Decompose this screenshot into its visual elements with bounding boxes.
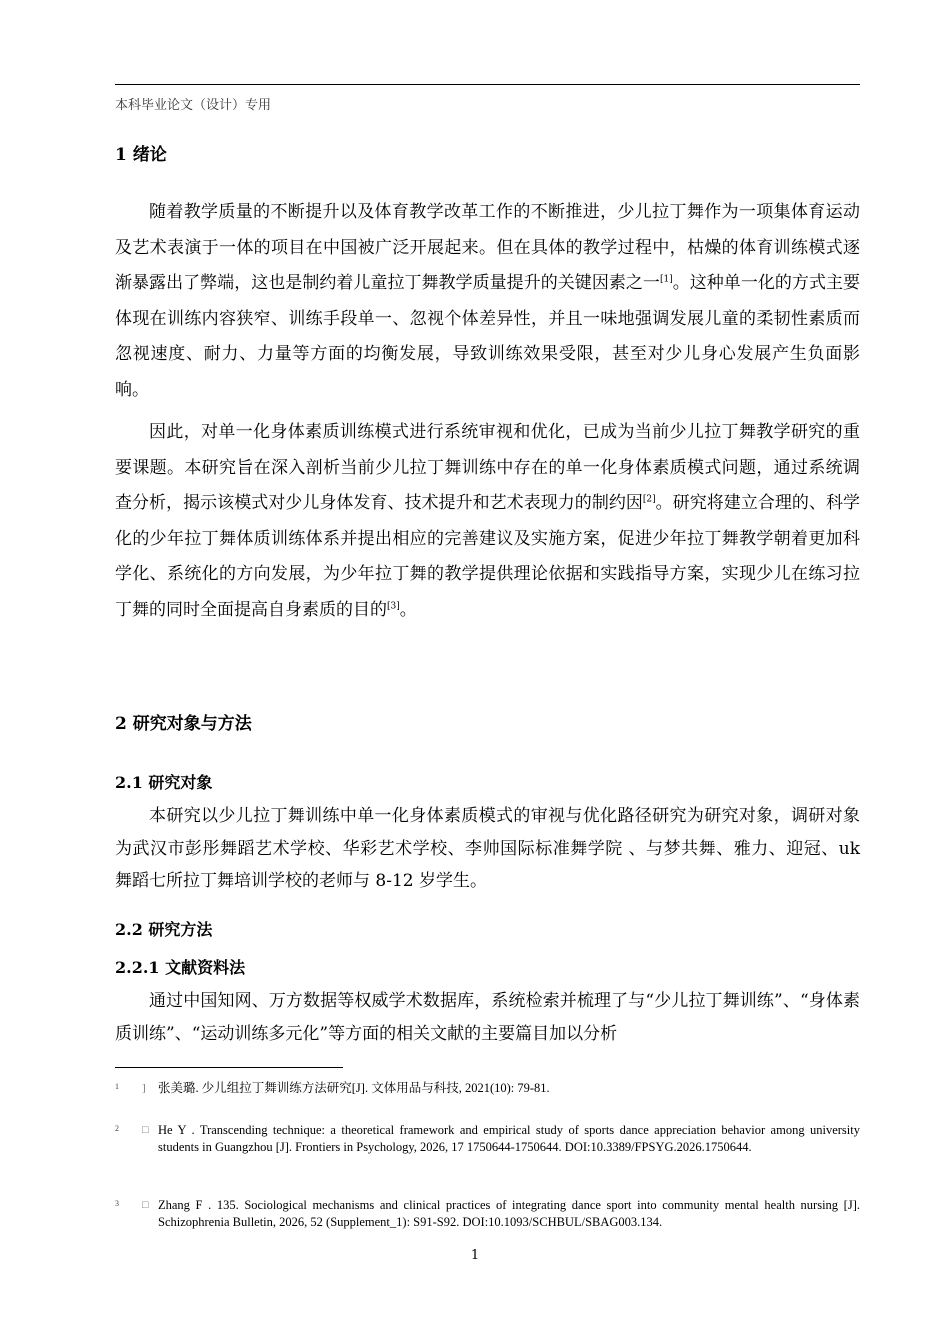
section-2-2-1-heading: 2.2.1 文献资料法 [115, 958, 246, 977]
footnote-text: Zhang F . 135. Sociological mechanisms and clinical practices of integrating dance sport into community mental health nursing [J]. Schizophrenia Bulletin, 2026, 52 (Supplement_1): S91-S92. DOI:10.1093/SCHBUL/SBAG003.134. [158, 1198, 860, 1229]
intro-p1-text-b: 。这种单一化的方式主要体现在训练内容狭窄、训练手段单一、忽视个体差异性，并且一味地强调发展儿童的柔韧性素质而忽视速度、耐力、力量等方面的均衡发展，导致训练效果受限，甚至对少儿身心发展产生负面影响。 [115, 273, 861, 400]
running-header: 本科毕业论文（设计）专用 [115, 98, 272, 113]
footnote-1 [115, 1080, 860, 1097]
page-number: 1 [470, 1248, 480, 1263]
footnote-mark: ] [142, 1082, 146, 1094]
footnote-3 [115, 1197, 860, 1231]
footnote-number: 2 [115, 1124, 119, 1133]
literature-method-paragraph: 通过中国知网、万方数据等权威学术数据库，系统检索并梳理了与“少儿拉丁舞训练”、“身体素质训练”、“运动训练多元化”等方面的相关文献的主要篇目加以分析 [115, 991, 860, 1044]
footnote-separator [115, 1067, 343, 1068]
section-2-2-heading: 2.2 研究方法 [115, 920, 213, 939]
section-2-heading: 2 研究对象与方法 [115, 714, 252, 734]
footnote-number: 3 [115, 1199, 119, 1208]
footnote-mark: □ [142, 1199, 149, 1211]
footnote-text: He Y . Transcending technique: a theoretical framework and empirical study of sports dance appreciation behavior among university students in Guangzhou [J]. Frontiers in Psychology, 2026, 17 1750644-1750644. DOI:10.3389/FPSYG.2026.1750644. [158, 1123, 860, 1154]
intro-p2-text-a: 因此，对单一化身体素质训练模式进行系统审视和优化，已成为当前少儿拉丁舞教学研究的重要课题。本研究旨在深入剖析当前少儿拉丁舞训练中存在的单一化身体素质模式问题，通过系统调查分析，揭示该模式对少儿身体发育、技术提升和艺术表现力的制约因 [115, 422, 860, 514]
footnote-number: 1 [115, 1082, 119, 1091]
header-rule [115, 84, 860, 85]
footnote-mark: □ [142, 1124, 149, 1136]
section-2-1-heading: 2.1 研究对象 [115, 773, 213, 792]
intro-paragraph-1 [115, 195, 860, 409]
section-1-heading: 1 绪论 [115, 145, 167, 165]
intro-paragraph-2 [115, 415, 860, 629]
intro-p2-text-b: 。研究将建立合理的、科学化的少年拉丁舞体质训练体系并提出相应的完善建议及实施方案，促进少年拉丁舞教学朝着更加科学化、系统化的方向发展，为少年拉丁舞的教学提供理论依据和实践指导方案，实现少儿在练习拉丁舞的同时全面提高自身素质的目的 [115, 493, 861, 620]
research-object-paragraph: 本研究以少儿拉丁舞训练中单一化身体素质模式的审视与优化路径研究为研究对象，调研对象为武汉市彭彤舞蹈艺术学校、华彩艺术学校、李帅国际标准舞学院 、与梦共舞、雅力、迎冠、uk 舞蹈七所拉丁舞培训学校的老师与 8-12 岁学生。 [115, 806, 860, 891]
footnote-2 [115, 1122, 860, 1156]
footnote-text: 张美璐. 少儿组拉丁舞训练方法研究[J]. 文体用品与科技, 2021(10): 79-81. [158, 1081, 550, 1095]
citation-1: [1] [659, 274, 673, 285]
intro-p2-text-c: 。 [399, 599, 417, 620]
citation-2: [2] [642, 494, 656, 505]
citation-3: [3] [387, 601, 400, 612]
intro-p1-text-a: 随着教学质量的不断提升以及体育教学改革工作的不断推进，少儿拉丁舞作为一项集体育运动及艺术表演于一体的项目在中国被广泛开展起来。但在具体的教学过程中，枯燥的体育训练模式逐渐暴露出了弊端，这也是制约着儿童拉丁舞教学质量提升的关键因素之一 [115, 202, 860, 294]
